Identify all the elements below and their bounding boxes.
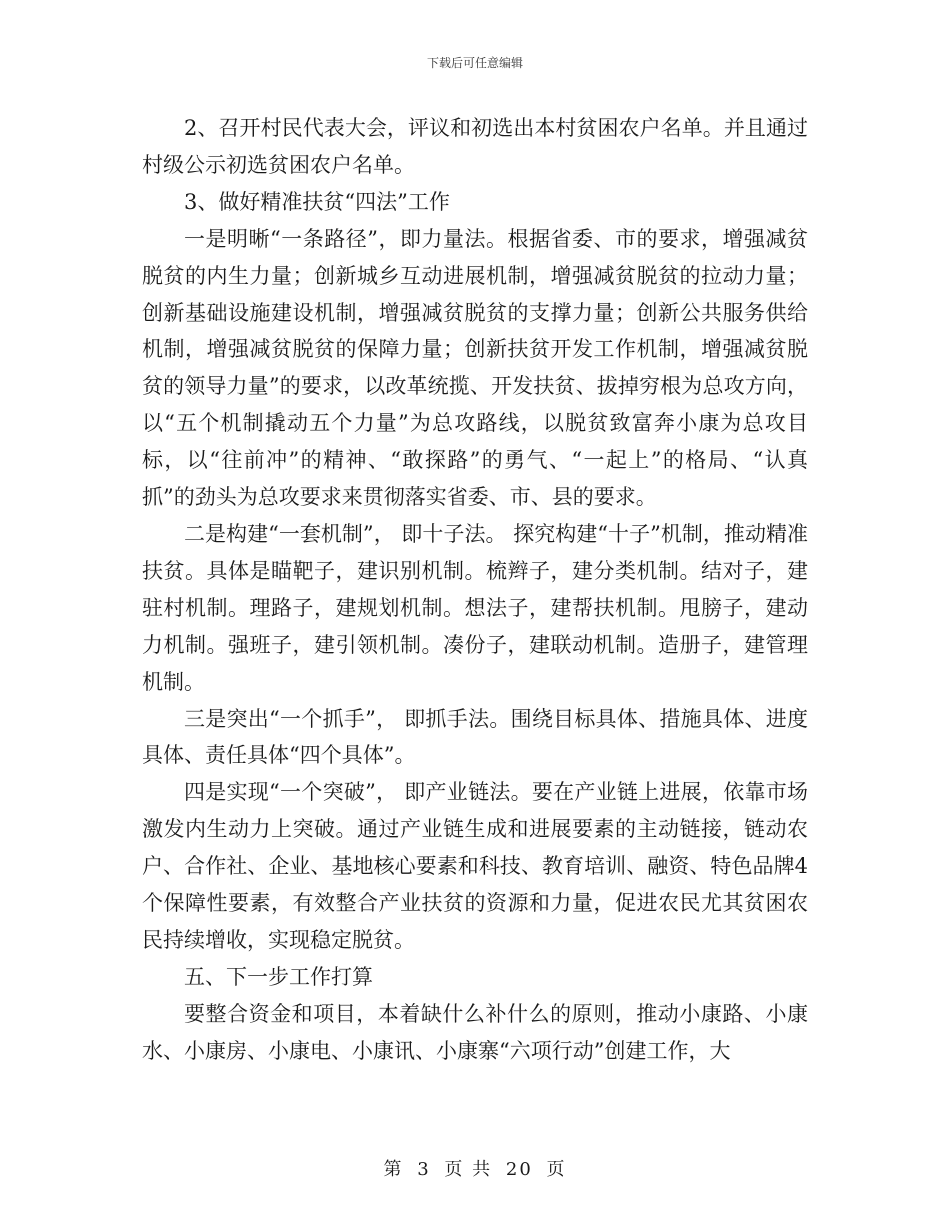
- paragraph-3: 一是明晰“一条路径”，即力量法。根据省委、市的要求，增强减贫脱贫的内生力量；创新城乡互动进展机制，增强减贫脱贫的拉动力量；创新基础设施建设机制，增强减贫脱贫的支撑力量；创新公共服务供给机制，增强减贫脱贫的保障力量；创新扶贫开发工作机制，增强减贫脱贫的领导力量”的要求，以改革统揽、开发扶贫、拔掉穷根为总攻方向，以“五个机制撬动五个力量”为总攻路线，以脱贫致富奔小康为总攻目标，以“往前冲”的精神、“敢探路”的勇气、“一起上”的格局、“认真抓”的劲头为总攻要求来贯彻落实省委、市、县的要求。: [142, 226, 808, 510]
- footer-prefix: 第: [383, 1159, 404, 1180]
- paragraph-6: 四是实现“一个突破”， 即产业链法。要在产业链上进展，依靠市场激发内生动力上突破。通过产业链生成和进展要素的主动链接，链动农户、合作社、企业、基地核心要素和科技、教育培训、融资、特色品牌4个保障性要素，有效整合产业扶贫的资源和力量，促进农民尤其贫困农民持续增收，实现稳定脱贫。: [142, 780, 808, 952]
- footer-current-page: 3: [417, 1159, 431, 1180]
- paragraph-8: 要整合资金和项目，本着缺什么补什么的原则，推动小康路、小康水、小康房、小康电、小康讯、小康寨“六项行动”创建工作，大: [142, 1001, 808, 1063]
- paragraph-5: 三是突出“一个抓手”， 即抓手法。围绕目标具体、措施具体、进度具体、责任具体“四个具体”。: [142, 706, 808, 768]
- page-footer: [0, 1155, 950, 1181]
- paragraph-7: 五、下一步工作打算: [184, 964, 373, 989]
- document-body: [142, 110, 808, 1070]
- footer-suffix: 页: [546, 1159, 567, 1180]
- paragraph-2: 3、做好精准扶贫“四法”工作: [184, 189, 450, 214]
- footer-middle: 页 共: [444, 1159, 493, 1180]
- page-header-note: 下载后可任意编辑: [426, 56, 523, 70]
- footer-total-pages: 20: [505, 1159, 533, 1180]
- paragraph-4: 二是构建“一套机制”， 即十子法。 探究构建“十子”机制，推动精准扶贫。具体是瞄靶子，建识别机制。梳辫子，建分类机制。结对子，建驻村机制。理路子，建规划机制。想法子，建帮扶机制。甩膀子，建动力机制。强班子，建引领机制。凑份子，建联动机制。造册子，建管理机制。: [142, 521, 808, 694]
- paragraph-1: 2、召开村民代表大会，评议和初选出本村贫困农户名单。并且通过村级公示初选贫困农户名单。: [142, 116, 808, 177]
